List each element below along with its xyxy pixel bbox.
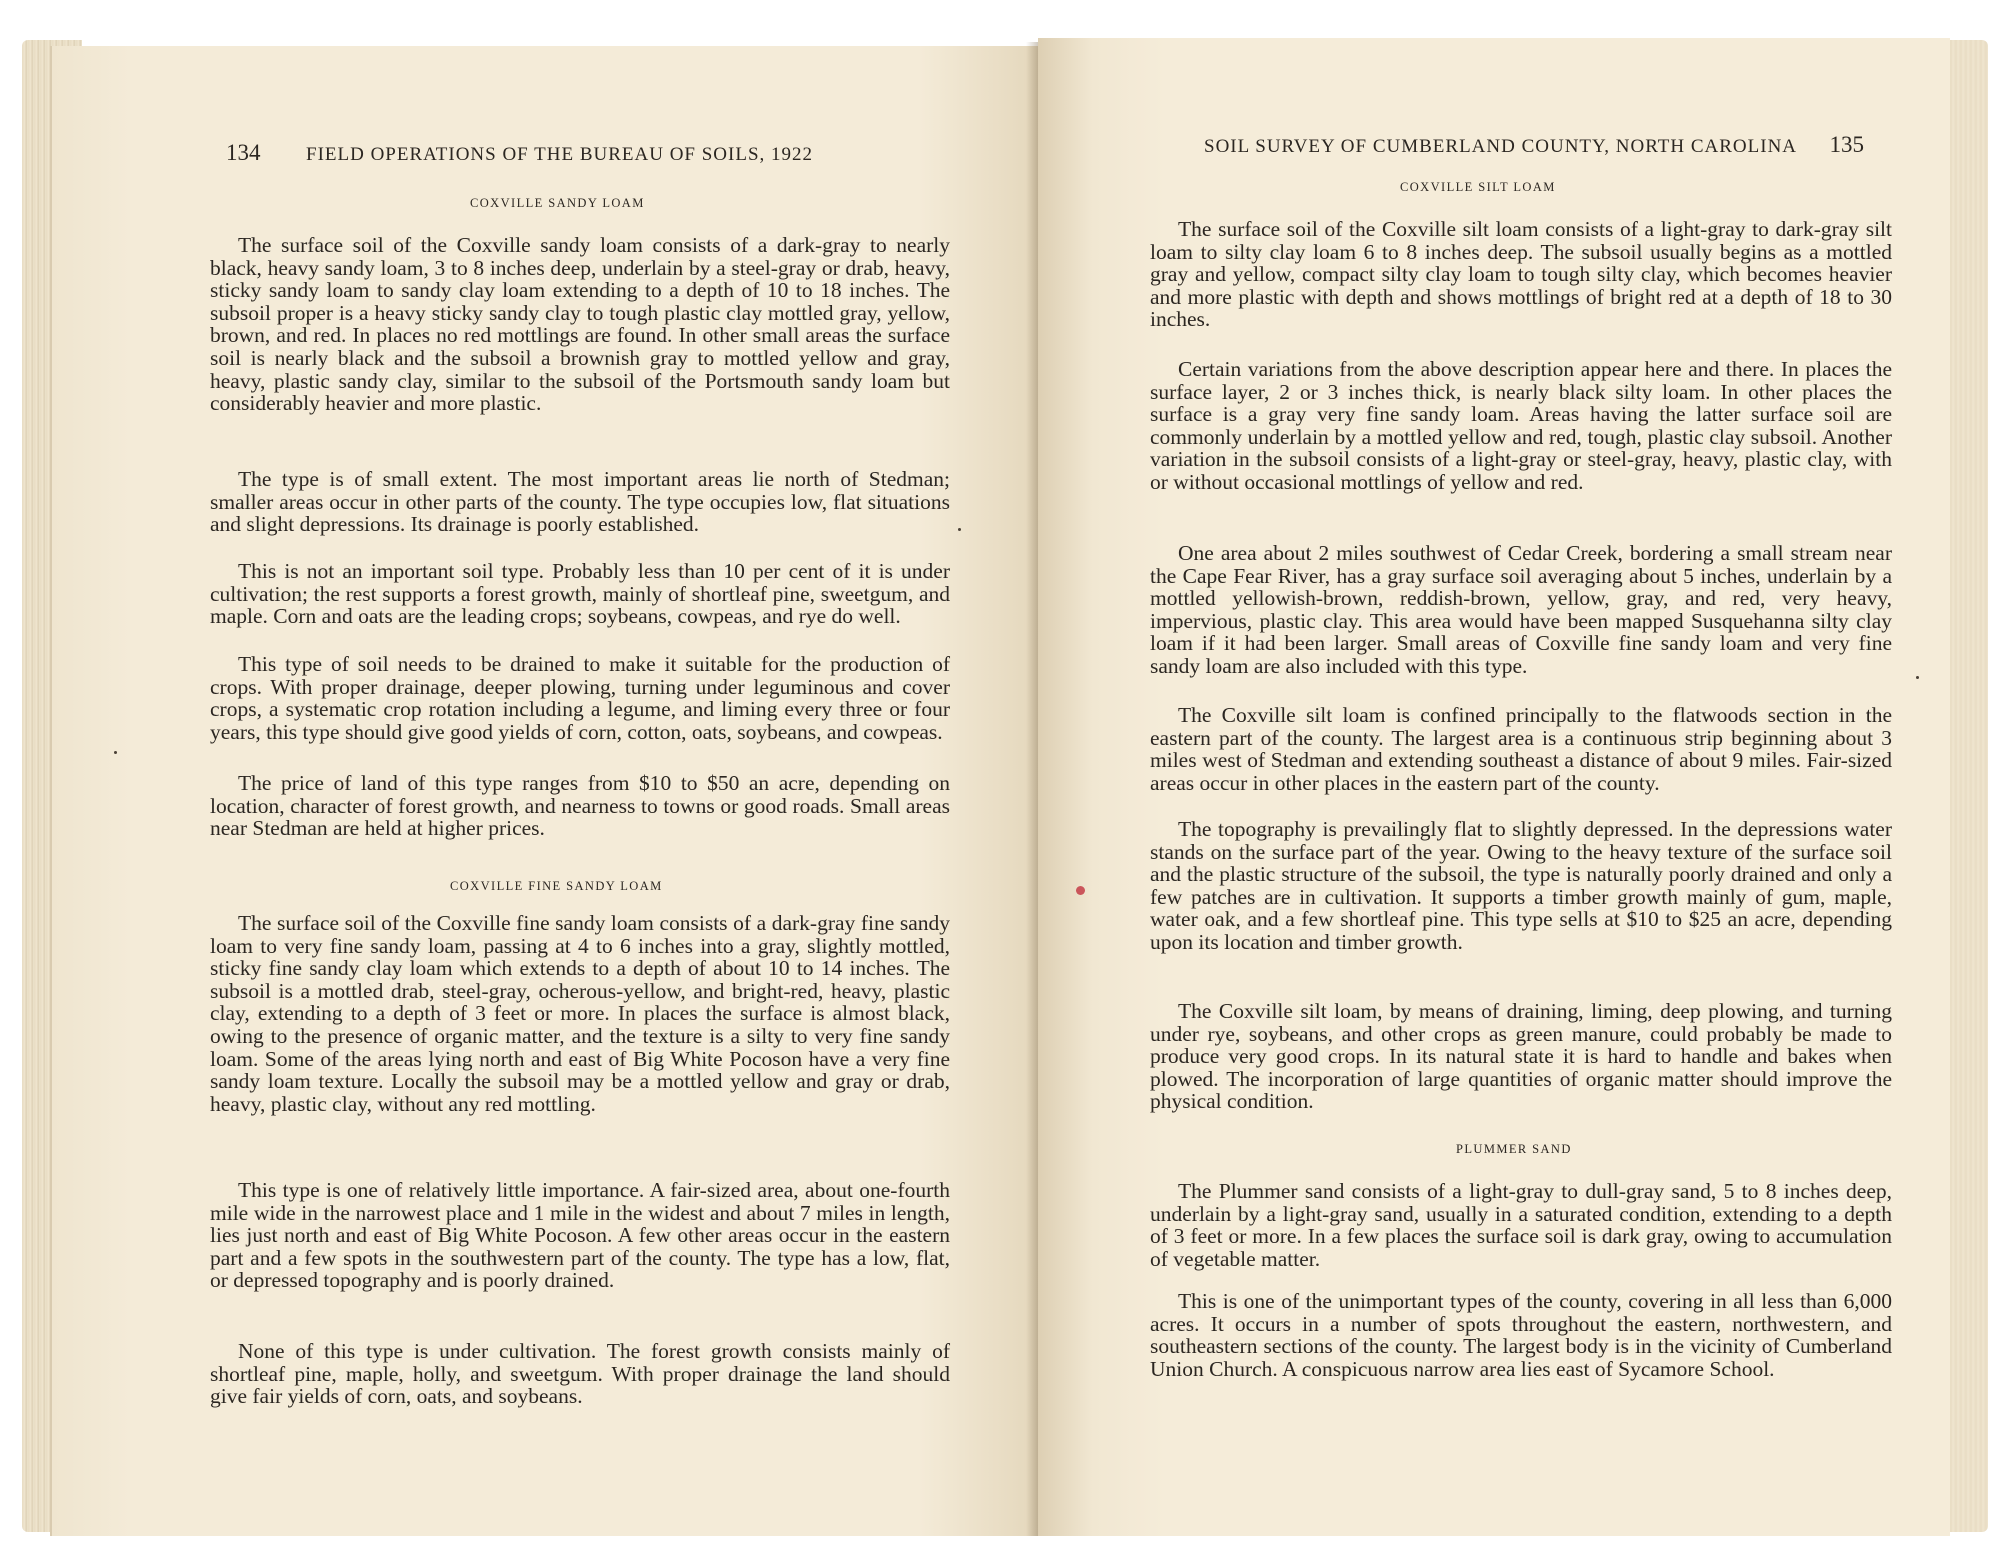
paragraph: This is one of the unimportant types of the county, covering in all less than 6,000 acres. It occurs in a number of spots throughout the eastern, northwestern, and southeastern sections of the county. The largest body is in the vicinity of Cumberland Union Church. A conspicuous narrow area lies east of Sycamore School.	[1150, 1289, 1892, 1381]
red-ink-mark	[1076, 886, 1085, 895]
right-page-number: 135	[1829, 132, 1864, 157]
paragraph: Certain variations from the above description appear here and there. In places the surface layer, 2 or 3 inches thick, is nearly black silty loam. In other places the surface is a gray very fine sandy loam. Areas having the latter surface soil are commonly underlain by a mottled yellow and red, tough, plastic clay subsoil. Another variation in the subsoil consists of a light-gray or steel-gray, heavy, plastic clay, with or without occasional mottlings of yellow and red.	[1150, 357, 1892, 494]
paragraph: The surface soil of the Coxville fine sandy loam consists of a dark-gray fine sandy loam to very fine sandy loam, passing at 4 to 6 inches into a gray, slightly mottled, sticky fine sandy clay loam which extends to a depth of about 10 to 14 inches. The subsoil is a mottled drab, steel-gray, ocherous-yellow, and bright-red, heavy, plastic clay, extending to a depth of 3 feet or more. In places the surface is almost black, owing to the presence of organic matter, and the texture is a silty to very fine sandy loam. Some of the areas lying north and east of Big White Pocoson have a very fine sandy loam texture. Locally the subsoil may be a mottled yellow and gray or drab, heavy, plastic clay, without any red mottling.	[210, 911, 950, 1116]
speck	[1916, 676, 1919, 679]
speck	[958, 528, 961, 531]
paragraph: The topography is prevailingly flat to slightly depressed. In the depressions water stands on the surface part of the year. Owing to the heavy texture of the surface soil and the plastic structure of the subsoil, the type is naturally poorly drained and only a few patches are in cultivation. It supports a timber growth mainly of gum, maple, water oak, and a few shortleaf pine. This type sells at $10 to $25 an acre, depending upon its location and timber growth.	[1150, 817, 1892, 954]
left-running-title: FIELD OPERATIONS OF THE BUREAU OF SOILS, 1922	[306, 144, 814, 165]
left-running-head	[226, 140, 813, 166]
open-book	[22, 18, 1988, 1542]
right-running-head	[1204, 132, 1864, 158]
paragraph: This type is one of relatively little importance. A fair-sized area, about one-fourth mile wide in the narrowest place and 1 mile in the widest and about 7 miles in length, lies just north and east of Big White Pocoson. A few other areas occur in the eastern part and a few spots in the southwestern part of the county. The type has a low, flat, or depressed topography and is poorly drained.	[210, 1178, 950, 1293]
paragraph: The type is of small extent. The most important areas lie north of Stedman; smaller areas occur in other parts of the county. The type occupies low, flat situations and slight depressions. Its drainage is poorly established.	[210, 467, 950, 537]
speck	[114, 751, 117, 754]
paragraph: This is not an important soil type. Probably less than 10 per cent of it is under cultivation; the rest supports a forest growth, mainly of shortleaf pine, sweetgum, and maple. Corn and oats are the leading crops; soybeans, cowpeas, and rye do well.	[210, 559, 950, 629]
paragraph: The Coxville silt loam, by means of draining, liming, deep plowing, and turning under rye, soybeans, and other crops as green manure, could probably be made to produce very good crops. In its natural state it is hard to handle and bakes when plowed. The incorporation of large quantities of organic matter should improve the physical condition.	[1150, 999, 1892, 1114]
paragraph: One area about 2 miles southwest of Cedar Creek, bordering a small stream near the Cape Fear River, has a gray surface soil averaging about 5 inches, underlain by a mottled yellowish-brown, reddish-brown, yellow, gray, and red, very heavy, impervious, plastic clay. This area would have been mapped Susquehanna silty clay loam if it had been larger. Small areas of Coxville fine sandy loam and very fine sandy loam are also included with this type.	[1150, 541, 1892, 678]
section-title-coxville-fine-sandy-loam: COXVILLE FINE SANDY LOAM	[450, 879, 663, 893]
paragraph: The surface soil of the Coxville sandy loam consists of a dark-gray to nearly black, heavy sandy loam, 3 to 8 inches deep, underlain by a steel-gray or drab, heavy, sticky sandy loam to sandy clay loam extending to a depth of 10 to 18 inches. The subsoil proper is a heavy sticky sandy clay to tough plastic clay mottled gray, yellow, brown, and red. In places no red mottlings are found. In other small areas the surface soil is nearly black and the subsoil a brownish gray to mottled yellow and gray, heavy, plastic sandy clay, similar to the subsoil of the Portsmouth sandy loam but considerably heavier and more plastic.	[210, 233, 950, 416]
paragraph: The Plummer sand consists of a light-gray to dull-gray sand, 5 to 8 inches deep, underlain by a light-gray sand, usually in a saturated condition, extending to a depth of 3 feet or more. In a few places the surface soil is dark gray, owing to accumulation of vegetable matter.	[1150, 1179, 1892, 1271]
section-title-plummer-sand: PLUMMER SAND	[1456, 1142, 1572, 1156]
paragraph: The Coxville silt loam is confined principally to the flatwoods section in the eastern part of the county. The largest area is a continuous strip beginning about 3 miles west of Stedman and extending southeast a distance of about 9 miles. Fair-sized areas occur in other places in the eastern part of the county.	[1150, 703, 1892, 795]
left-page-number: 134	[226, 140, 261, 165]
paragraph: This type of soil needs to be drained to make it suitable for the production of crops. With proper drainage, deeper plowing, turning under leguminous and cover crops, a systematic crop rotation including a legume, and liming every three or four years, this type should give good yields of corn, cotton, oats, soybeans, and cowpeas.	[210, 652, 950, 744]
left-page	[52, 46, 1038, 1536]
right-page-edges	[1948, 40, 1988, 1532]
paragraph: The price of land of this type ranges from $10 to $50 an acre, depending on location, character of forest growth, and nearness to towns or good roads. Small areas near Stedman are held at higher prices.	[210, 771, 950, 841]
paragraph: None of this type is under cultivation. The forest growth consists mainly of shortleaf pine, maple, holly, and sweetgum. With proper drainage the land should give fair yields of corn, oats, and soybeans.	[210, 1339, 950, 1409]
section-title-coxville-sandy-loam: COXVILLE SANDY LOAM	[470, 196, 645, 210]
right-running-title: SOIL SURVEY OF CUMBERLAND COUNTY, NORTH CAROLINA	[1204, 136, 1796, 157]
section-title-coxville-silt-loam: COXVILLE SILT LOAM	[1400, 180, 1556, 194]
paragraph: The surface soil of the Coxville silt loam consists of a light-gray to dark-gray silt loam to silty clay loam 6 to 8 inches deep. The subsoil usually begins as a mottled gray and yellow, compact silty clay loam to tough silty clay, which becomes heavier and more plastic with depth and shows mottlings of bright red at a depth of 18 to 30 inches.	[1150, 217, 1892, 332]
right-page	[1038, 38, 1950, 1536]
